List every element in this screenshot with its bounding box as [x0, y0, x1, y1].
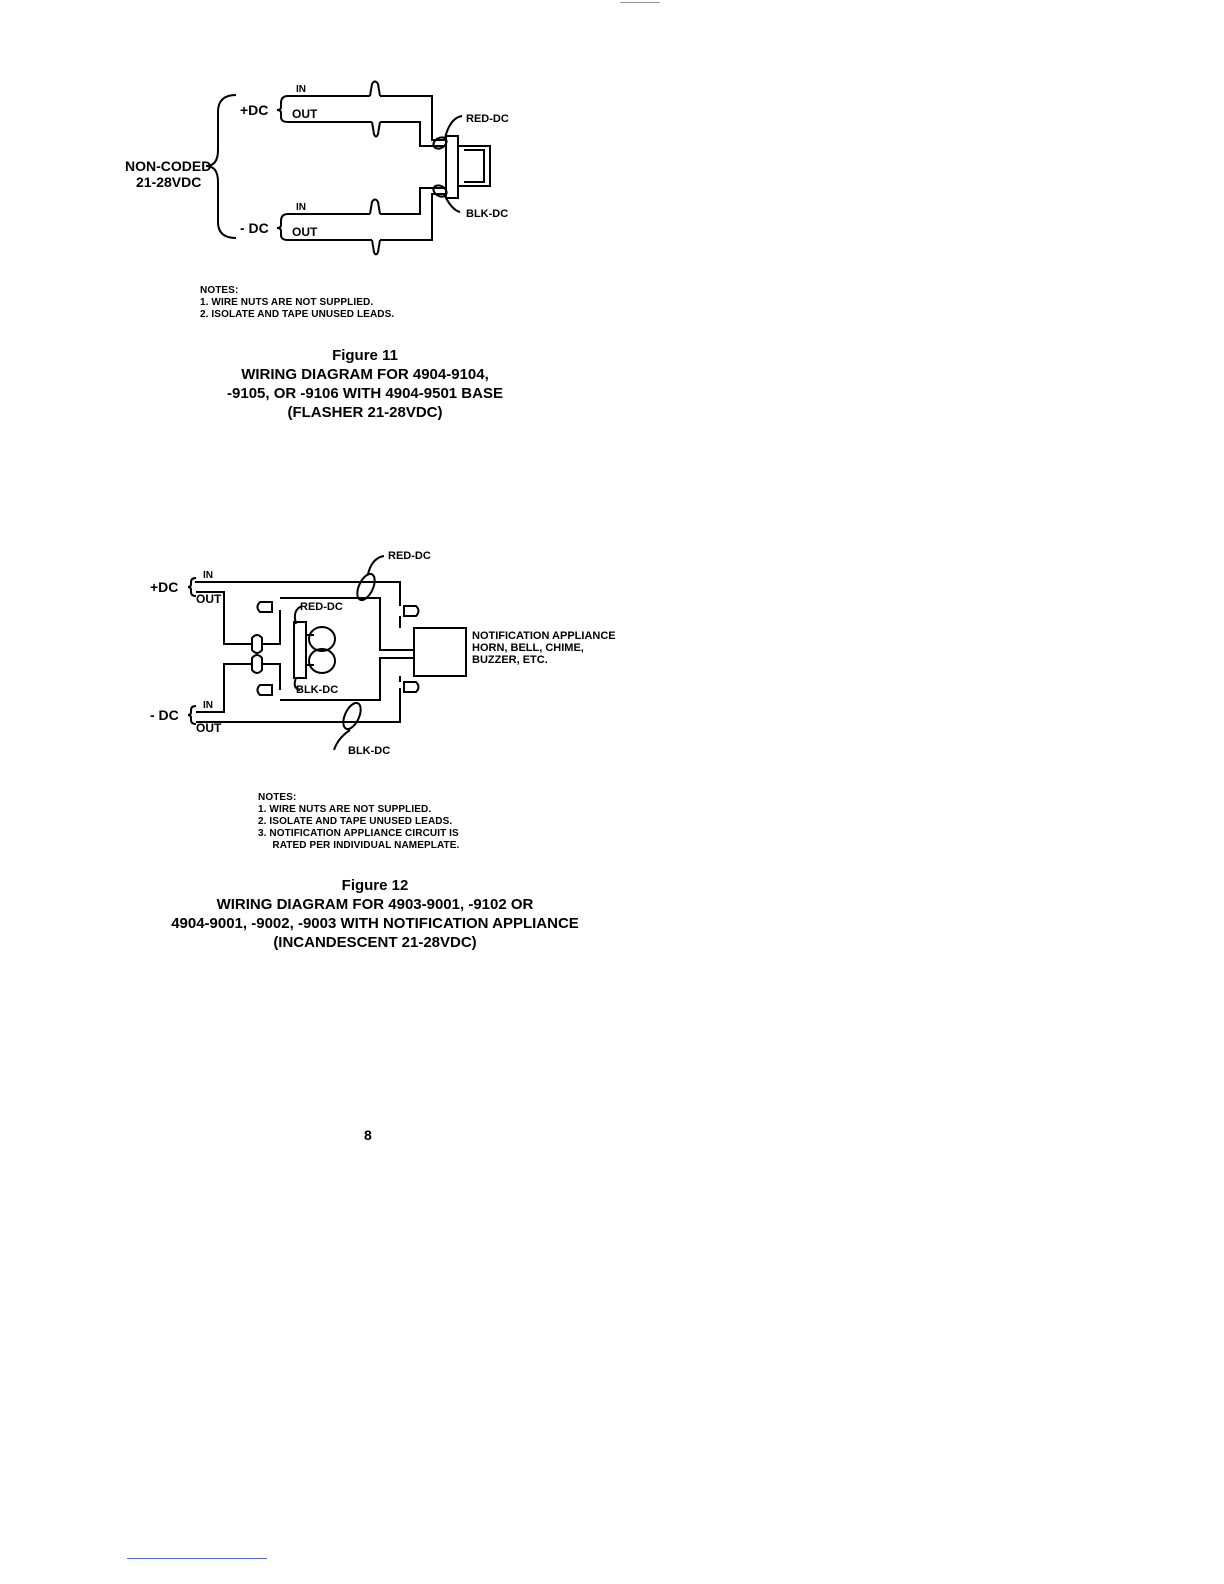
neg-dc-brace: [188, 706, 196, 724]
flasher-lamp: [458, 146, 490, 186]
note-item: 1. WIRE NUTS ARE NOT SUPPLIED.: [258, 804, 432, 815]
notes-heading: NOTES:: [200, 285, 239, 296]
figure-11-notes: [200, 285, 394, 321]
fig12-neg-dc: - DC: [150, 707, 179, 723]
fig12-blk-dc-bottom: BLK-DC: [348, 745, 391, 757]
wire-nut-bottom-right: [404, 682, 419, 692]
fig12-appliance-line-1: NOTIFICATION APPLIANCE: [472, 630, 616, 642]
lamp-bulb-lower: [309, 649, 335, 673]
caption-line: (FLASHER 21-28VDC): [287, 404, 443, 421]
fig12-red-dc-inner: RED-DC: [300, 601, 343, 613]
caption-line: (INCANDESCENT 21-28VDC): [273, 934, 477, 951]
caption-line: -9105, OR -9106 WITH 4904-9501 BASE: [227, 385, 503, 402]
pos-dc-brace: [188, 578, 196, 596]
fig12-appliance-line-2: HORN, BELL, CHIME,: [472, 642, 584, 654]
pos-out-wire: [288, 122, 445, 146]
fig12-appliance-line-3: BUZZER, ETC.: [472, 654, 548, 666]
fig11-blk-dc: BLK-DC: [466, 208, 509, 220]
figure-number: Figure 11: [332, 347, 398, 364]
wire-nut-neg-out: [372, 240, 380, 255]
wire-nut-left-upper: [252, 635, 262, 653]
fig11-voltage: 21-28VDC: [136, 174, 202, 190]
caption-line: WIRING DIAGRAM FOR 4903-9001, -9102 OR: [216, 896, 534, 913]
wire-nut-bottom-left: [258, 685, 273, 695]
figure-12-diagram: [0, 540, 1224, 840]
lamp-socket: [294, 622, 306, 678]
note-item: RATED PER INDIVIDUAL NAMEPLATE.: [258, 840, 460, 851]
pos-dc-brace: [277, 96, 288, 122]
figure-11-diagram: [0, 0, 1224, 300]
blk-lead-loop: [340, 700, 365, 731]
notes-heading: NOTES:: [258, 792, 297, 803]
fig12-in-bottom: IN: [203, 700, 213, 711]
figure-number: Figure 12: [341, 877, 409, 894]
fig12-in-top: IN: [203, 570, 213, 581]
lamp-bulb-upper: [309, 627, 335, 651]
wire-nut-pos-out: [372, 122, 380, 137]
notification-appliance: [414, 628, 466, 676]
fig12-blk-dc-inner: BLK-DC: [296, 684, 339, 696]
fig11-in-bottom: IN: [296, 202, 306, 213]
wire-nut-neg-in: [370, 200, 380, 215]
fig11-non-coded: NON-CODED: [125, 158, 212, 174]
neg-in-wire: [288, 188, 445, 214]
caption-line: 4904-9001, -9002, -9003 WITH NOTIFICATION APPLIANCE: [171, 915, 579, 932]
fig11-out-bottom: OUT: [292, 225, 318, 239]
caption-line: WIRING DIAGRAM FOR 4904-9104,: [241, 366, 489, 383]
wire-nut-left-lower: [252, 655, 262, 673]
wire-nut-top-right: [404, 606, 419, 616]
figure-12-caption: [130, 876, 620, 952]
footer-rule: [127, 1558, 267, 1559]
fig11-out-top: OUT: [292, 107, 318, 121]
note-item: 2. ISOLATE AND TAPE UNUSED LEADS.: [258, 816, 453, 827]
fig12-pos-dc: +DC: [150, 579, 179, 595]
neg-dc-brace: [277, 214, 288, 240]
fig12-out-top: OUT: [196, 592, 222, 606]
fig11-in-top: IN: [296, 84, 306, 95]
figure-12-notes: [258, 792, 459, 852]
fig12-out-bottom: OUT: [196, 721, 222, 735]
fig11-neg-dc: - DC: [240, 220, 269, 236]
figure-11-caption: [195, 346, 535, 422]
wire-nut-pos-in: [370, 82, 380, 97]
page-number: 8: [364, 1127, 372, 1143]
flasher-base: [446, 136, 458, 198]
fig11-red-dc: RED-DC: [466, 113, 509, 125]
note-item: 2. ISOLATE AND TAPE UNUSED LEADS.: [200, 309, 395, 320]
note-item: 1. WIRE NUTS ARE NOT SUPPLIED.: [200, 297, 374, 308]
fig12-red-dc-top: RED-DC: [388, 550, 431, 562]
note-item: 3. NOTIFICATION APPLIANCE CIRCUIT IS: [258, 828, 459, 839]
fig11-pos-dc: +DC: [240, 102, 269, 118]
wire-nut-top-left: [258, 602, 273, 612]
